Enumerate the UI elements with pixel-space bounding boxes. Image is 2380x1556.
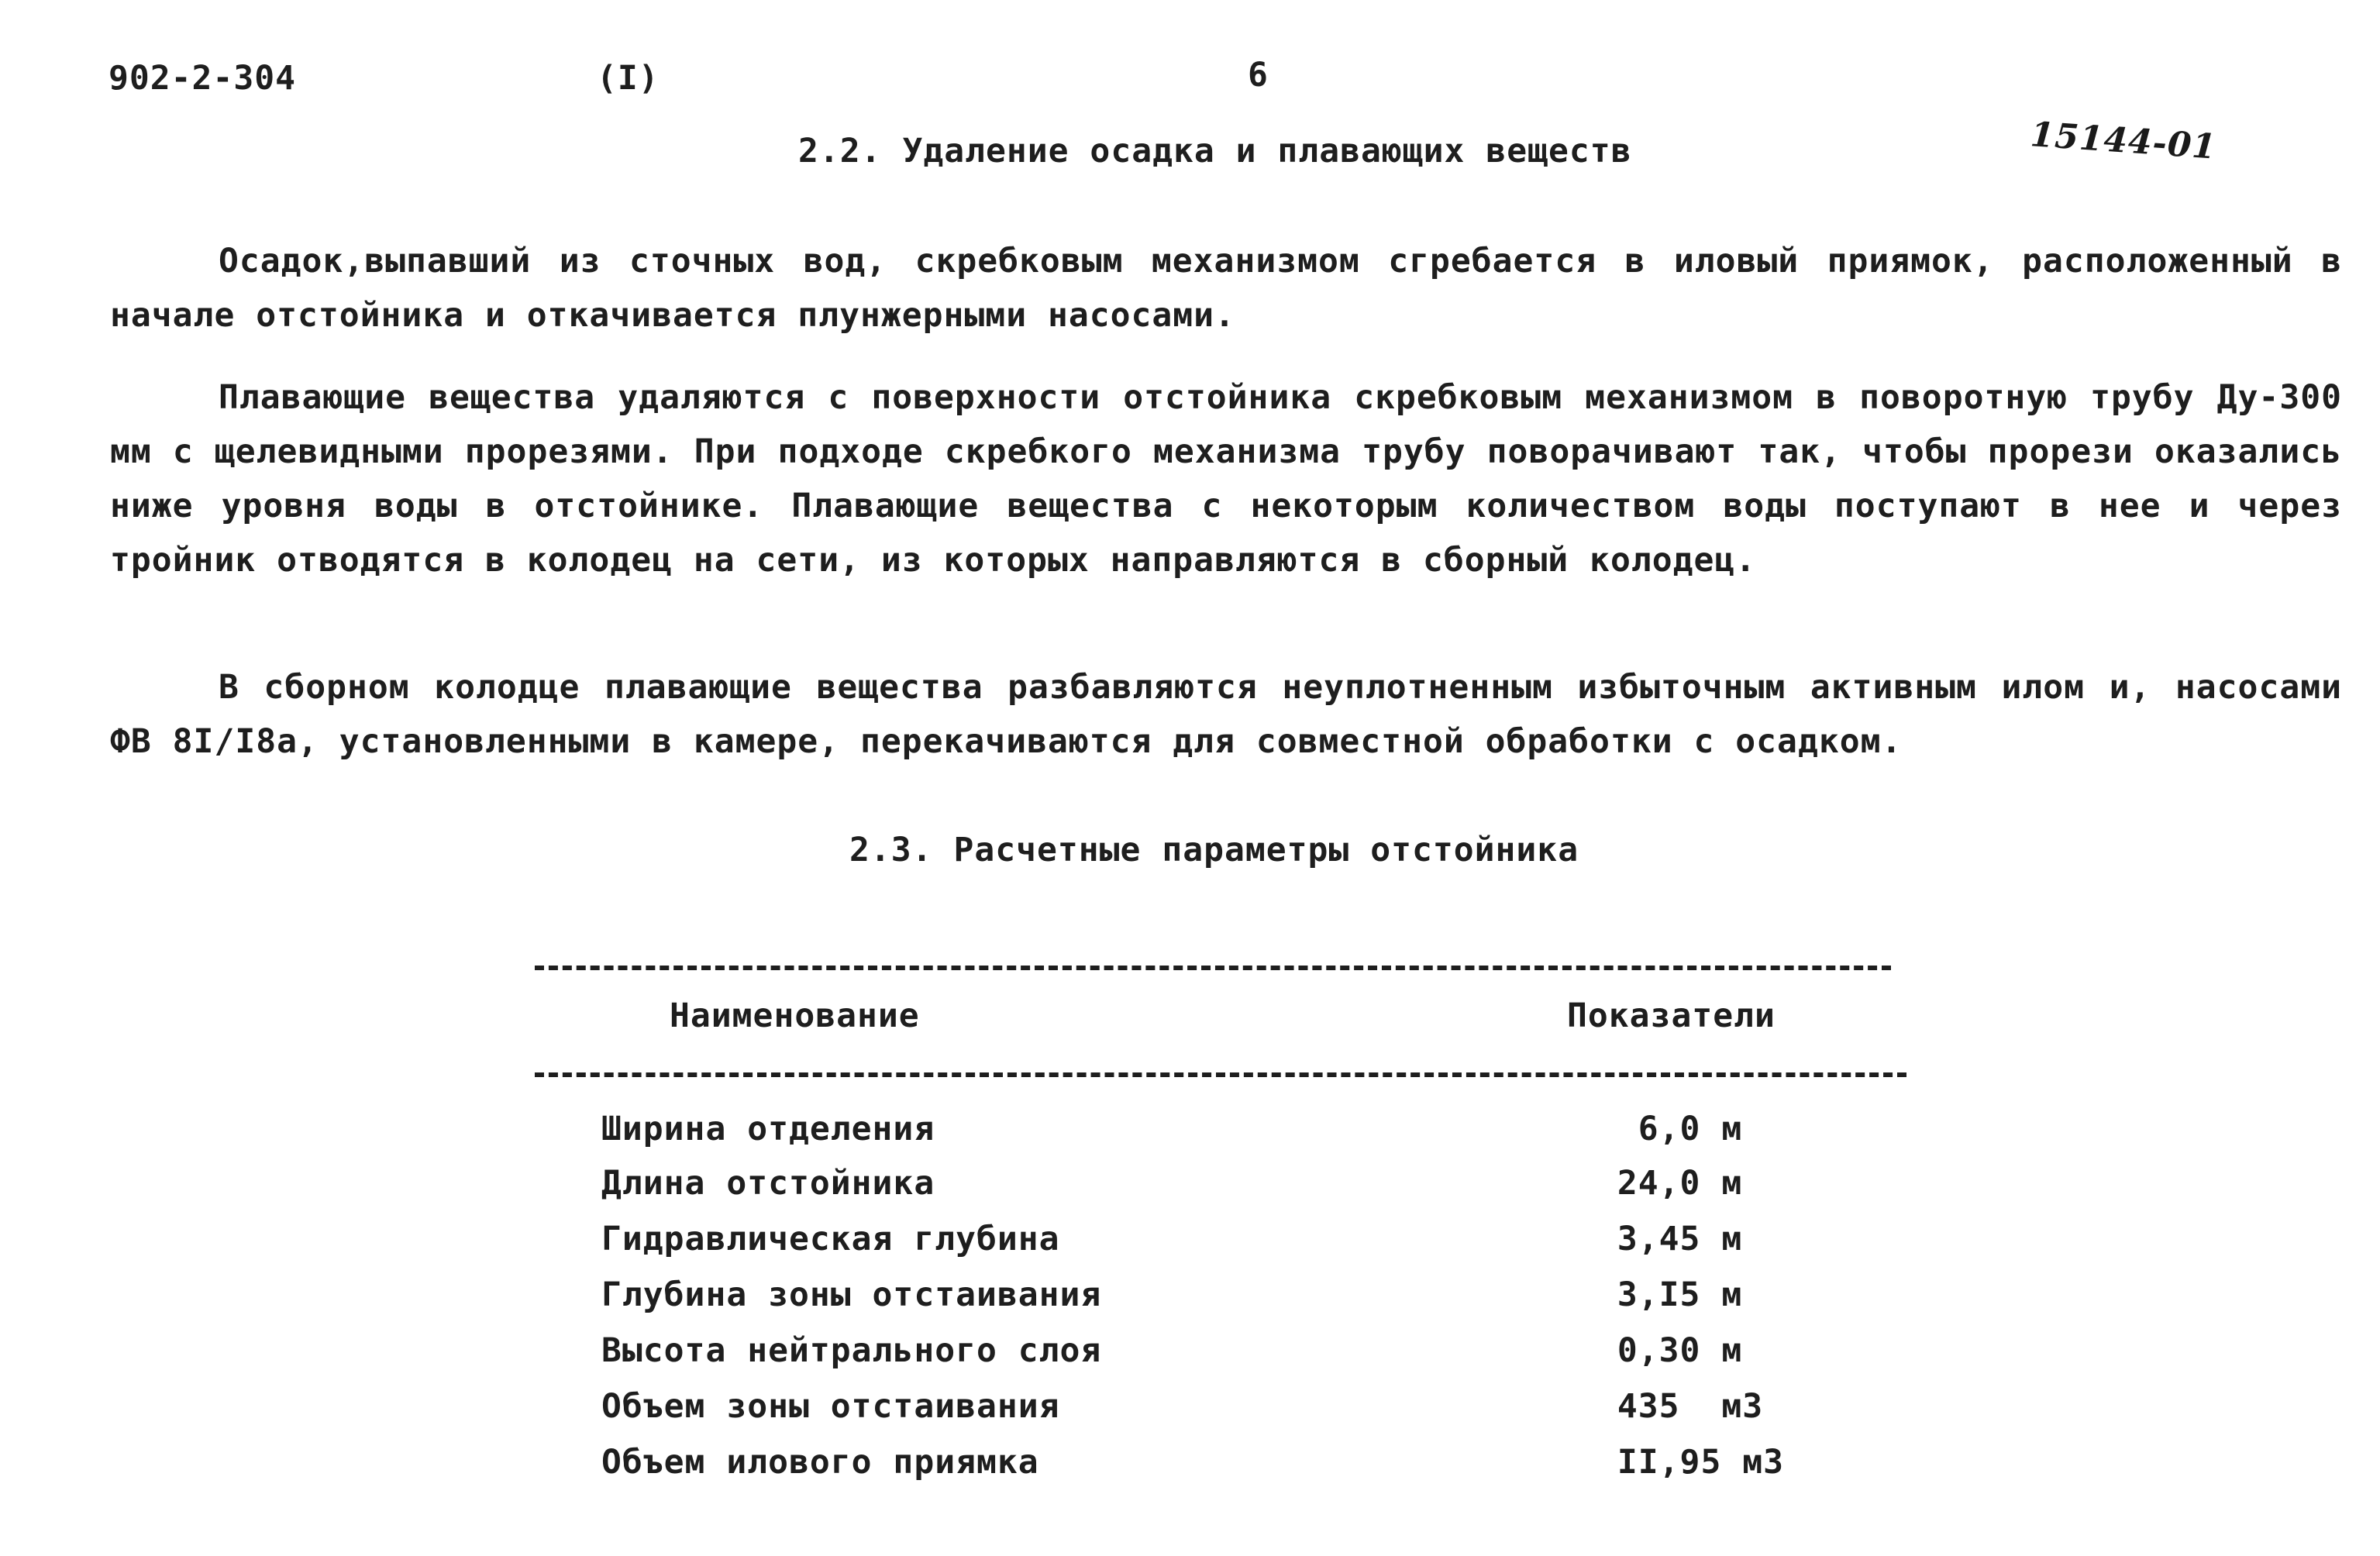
page-number: 6 xyxy=(1248,56,1269,95)
row-name: Глубина зоны отстаивания xyxy=(601,1275,1102,1314)
paragraph-collection-well: В сборном колодце плавающие вещества разбавляются неуплотненным избыточным активным илом и, насосами ФВ 8I/I8а, установленными в камере, перекачиваются для совместной обработки с осадком. xyxy=(110,668,2342,761)
row-name: Объем зоны отстаивания xyxy=(601,1387,1060,1426)
table-row xyxy=(0,1331,2380,1382)
row-name: Высота нейтрального слоя xyxy=(601,1331,1102,1370)
handwritten-inventory-number: 15144-01 xyxy=(2029,115,2218,167)
row-value: 3,I5 м xyxy=(1596,1275,1743,1314)
row-value: 6,0 м xyxy=(1596,1110,1743,1148)
table-row xyxy=(0,1443,2380,1494)
document-code: 902-2-304 xyxy=(108,59,296,98)
row-name: Ширина отделения xyxy=(601,1110,935,1148)
table-header-rule xyxy=(535,1072,1906,1077)
table-top-rule xyxy=(535,966,1891,970)
row-value: II,95 м3 xyxy=(1596,1443,1784,1482)
section-2-3-title: 2.3. Расчетные параметры отстойника xyxy=(849,831,1579,869)
paragraph-sediment-removal: Осадок,выпавший из сточных вод, скребковым механизмом сгребается в иловый приямок, расположенный в начале отстойника и откачивается плунжерными насосами. xyxy=(110,242,2342,335)
row-value: 24,0 м xyxy=(1596,1164,1743,1203)
row-name: Длина отстойника xyxy=(601,1164,935,1203)
row-name: Гидравлическая глубина xyxy=(601,1220,1060,1258)
paragraph-floating-substances: Плавающие вещества удаляются с поверхности отстойника скребковым механизмом в поворотную трубу Ду-300 мм с щелевидными прорезями. При подходе скребкого механизма трубу поворачивают так, чтобы прорези оказались ниже уровня воды в отстойнике. Плавающие вещества с некоторым количеством воды поступают в нее и через тройник отводятся в колодец на сети, из которых направляются в сборный колодец. xyxy=(110,378,2342,580)
row-value: 3,45 м xyxy=(1596,1220,1743,1258)
table-row xyxy=(0,1110,2380,1161)
table-row xyxy=(0,1164,2380,1215)
row-value: 0,30 м xyxy=(1596,1331,1743,1370)
section-2-2-title: 2.2. Удаление осадка и плавающих веществ xyxy=(798,132,1632,170)
column-header-name: Наименование xyxy=(670,997,920,1035)
row-name: Объем илового приямка xyxy=(601,1443,1039,1482)
table-row xyxy=(0,1387,2380,1438)
column-header-value: Показатели xyxy=(1567,997,1776,1035)
table-row xyxy=(0,1220,2380,1271)
row-value: 435 м3 xyxy=(1596,1387,1764,1426)
table-row xyxy=(0,1275,2380,1327)
volume-number: (I) xyxy=(597,59,660,98)
